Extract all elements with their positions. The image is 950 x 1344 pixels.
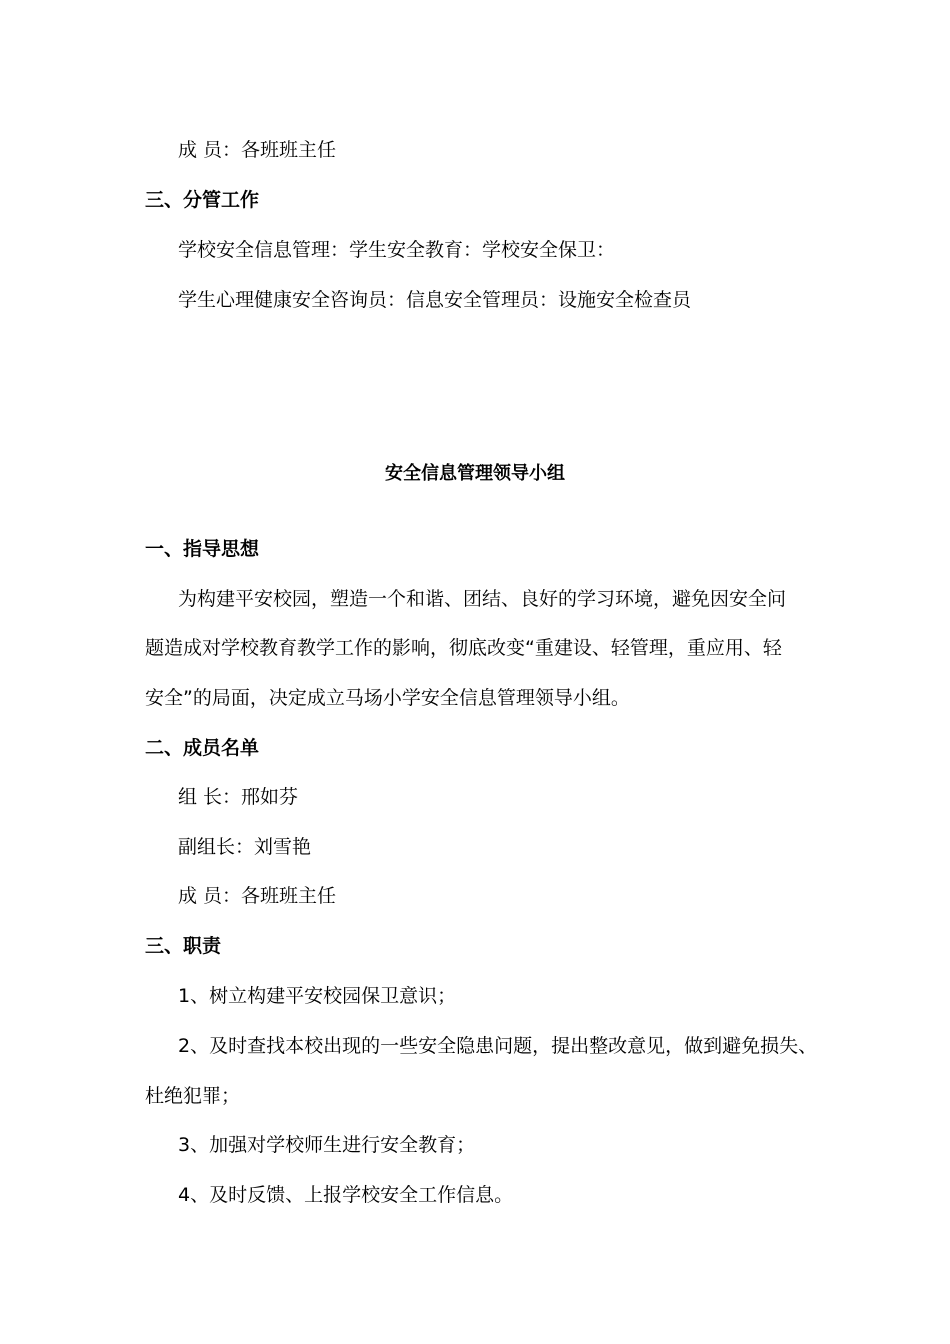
paragraph-line: 题造成对学校教育教学工作的影响，彻底改变“重建设、轻管理，重应用、轻 [145, 637, 782, 659]
leader-line: 组 长：邢如芬 [178, 786, 299, 808]
document-title: 安全信息管理领导小组 [385, 463, 565, 484]
section-heading-guiding-principle: 一、指导思想 [145, 538, 260, 560]
list-item: 3、加强对学校师生进行安全教育； [178, 1134, 476, 1156]
paragraph-line: 学生心理健康安全咨询员：信息安全管理员：设施安全检查员 [178, 289, 692, 311]
section-heading-responsibilities: 三、职责 [145, 935, 222, 957]
list-item: 4、及时反馈、上报学校安全工作信息。 [178, 1184, 514, 1206]
list-item: 2、及时查找本校出现的一些安全隐患问题，提出整改意见，做到避免损失、 [178, 1035, 818, 1057]
section-heading-member-list: 二、成员名单 [145, 737, 260, 759]
list-item-continuation: 杜绝犯罪； [145, 1085, 241, 1107]
members-line: 成 员：各班班主任 [178, 139, 337, 161]
section-heading-division-of-work: 三、分管工作 [145, 189, 260, 211]
list-item: 1、树立构建平安校园保卫意识； [178, 985, 457, 1007]
paragraph-line: 学校安全信息管理：学生安全教育：学校安全保卫： [178, 239, 616, 261]
deputy-leader-line: 副组长：刘雪艳 [178, 836, 312, 858]
members-line: 成 员：各班班主任 [178, 885, 337, 907]
paragraph-line: 为构建平安校园，塑造一个和谐、团结、良好的学习环境，避免因安全问 [178, 588, 787, 610]
paragraph-line: 安全”的局面，决定成立马场小学安全信息管理领导小组。 [145, 687, 630, 709]
